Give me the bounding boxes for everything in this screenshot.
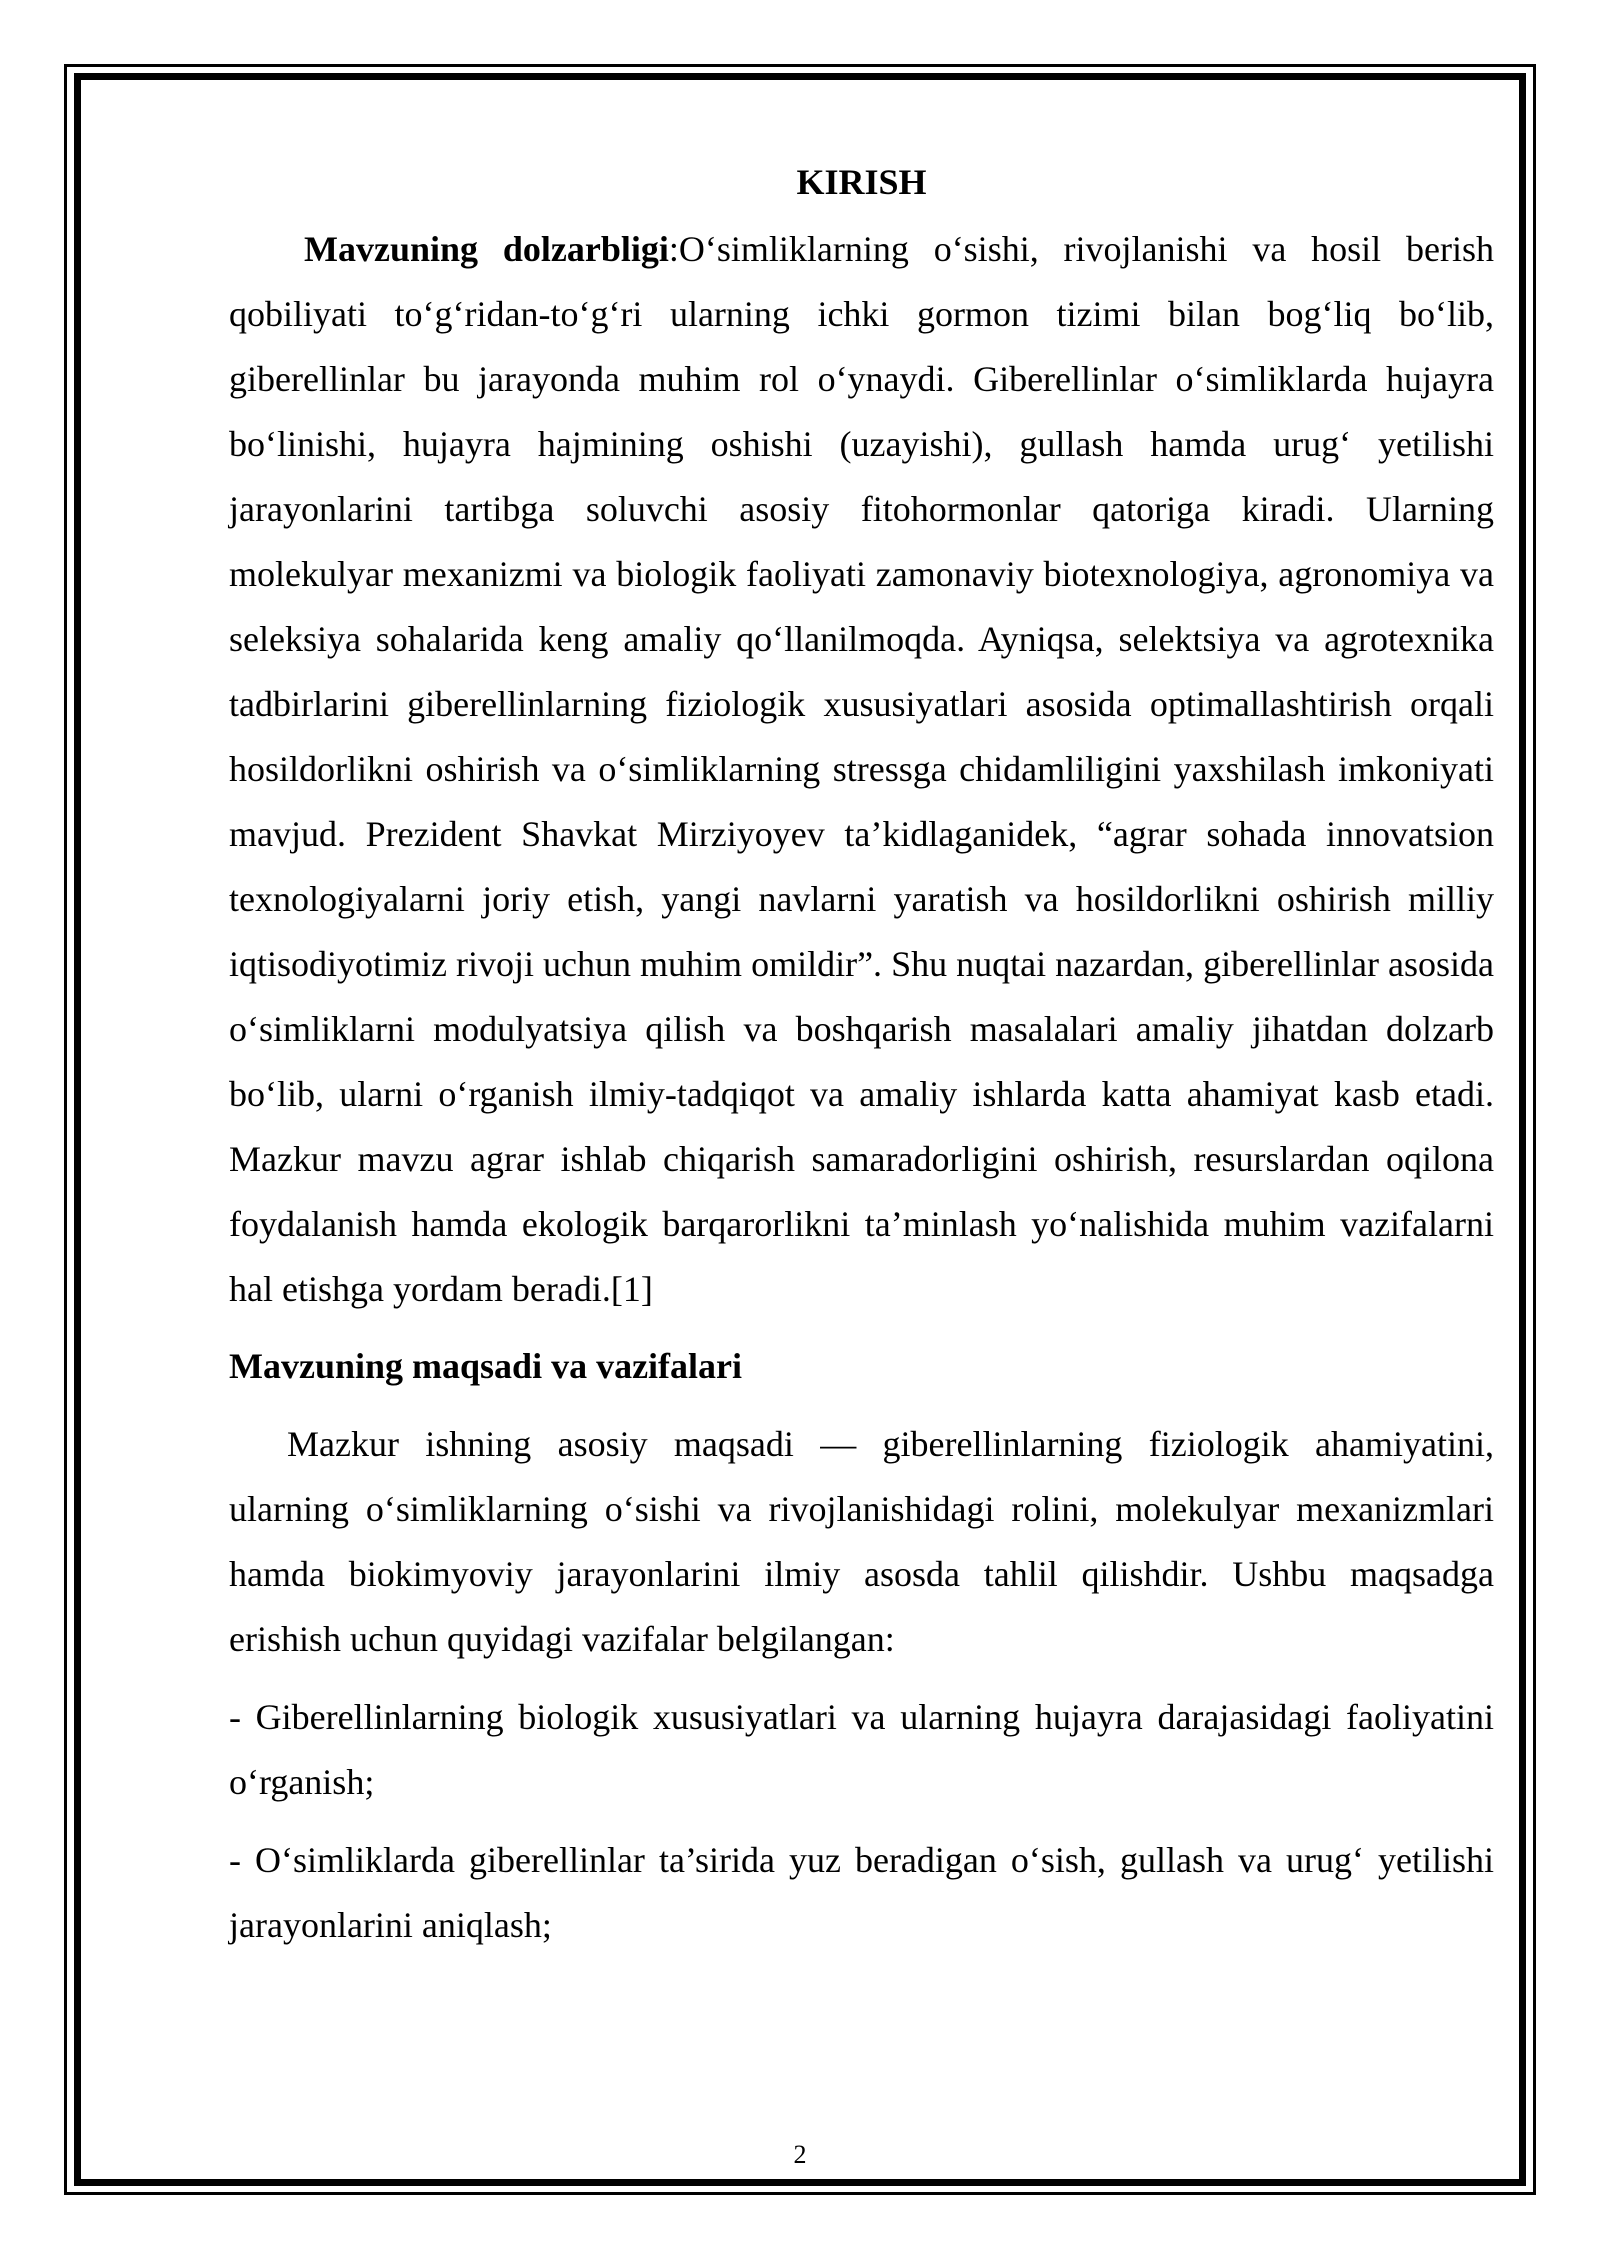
page-number: 2 [793, 2140, 807, 2169]
page-content [229, 150, 1494, 1958]
goals-heading: Mavzuning maqsadi va vazifalari [229, 1346, 743, 1386]
intro-label: Mavzuning dolzarbligi [304, 229, 669, 269]
task-item: - O‘simliklarda giberellinlar ta’sirida yuz beradigan o‘sish, gullash va urug‘ yetilishi jarayonlarini aniqlash; [229, 1840, 1494, 1945]
goals-paragraph: Mazkur ishning asosiy maqsadi — giberellinlarning fiziologik ahamiyatini, ularning o‘simliklarning o‘sishi va rivojlanishidagi rolini, molekulyar mexanizmlari hamda biokimyoviy jarayonlarini ilmiy asosda tahlil qilishdir. Ushbu maqsadga erishish uchun quyidagi vazifalar belgilangan: [229, 1424, 1494, 1659]
page-title: KIRISH [796, 162, 927, 202]
intro-text: :O‘simliklarning o‘sishi, rivojlanishi va hosil berish qobiliyati to‘g‘ridan-to‘g‘ri ularning ichki gormon tizimi bilan bog‘liq bo‘lib, giberellinlar bu jarayonda muhim rol o‘ynaydi. Giberellinlar o‘simliklarda hujayra bo‘linishi, hujayra hajmining oshishi (uzayishi), gullash hamda urug‘ yetilishi jarayonlarini tartibga soluvchi asosiy fitohormonlar qatoriga kiradi. Ularning molekulyar mexanizmi va biologik faoliyati zamonaviy biotexnologiya, agronomiya va seleksiya sohalarida keng amaliy qo‘llanilmoqda. Ayniqsa, selektsiya va agrotexnika tadbirlarini giberellinlarning fiziologik xususiyatlari asosida optimallashtirish orqali hosildorlikni oshirish va o‘simliklarning stressga chidamliligini yaxshilash imkoniyati mavjud. Prezident Shavkat Mirziyoyev ta’kidlaganidek, “agrar sohada innovatsion texnologiyalarni joriy etish, yangi navlarni yaratish va hosildorlikni oshirish milliy iqtisodiyotimiz rivoji uchun muhim omildir”. Shu nuqtai nazardan, giberellinlar asosida o‘simliklarni modulyatsiya qilish va boshqarish masalalari amaliy jihatdan dolzarb bo‘lib, ularni o‘rganish ilmiy-tadqiqot va amaliy ishlarda katta ahamiyat kasb etadi. Mazkur mavzu agrar ishlab chiqarish samaradorligini oshirish, resurslardan oqilona foydalanish hamda ekologik barqarorlikni ta’minlash yo‘nalishida muhim vazifalarni hal etishga yordam beradi.[1] [229, 229, 1494, 1309]
intro-paragraph [229, 217, 1494, 1322]
task-item: - Giberellinlarning biologik xususiyatlari va ularning hujayra darajasidagi faoliyatini o‘rganish; [229, 1697, 1494, 1802]
